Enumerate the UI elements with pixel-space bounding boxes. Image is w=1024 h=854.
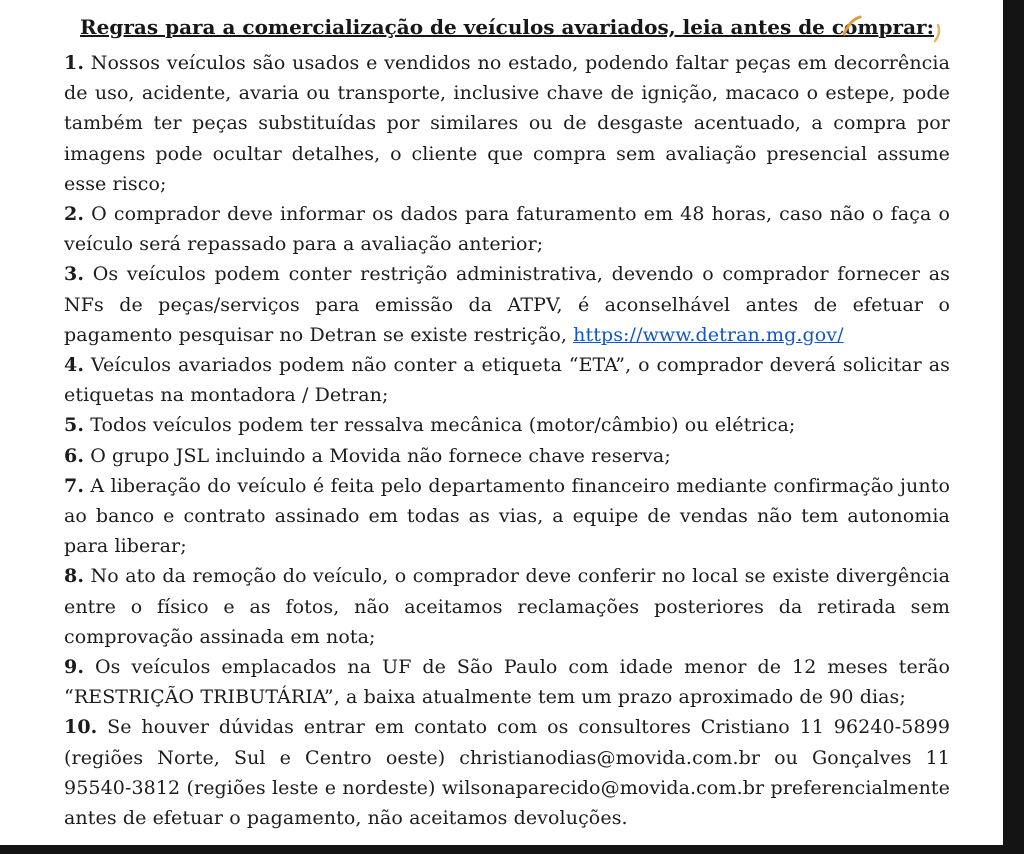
rule-number: 9.: [64, 656, 85, 679]
rule-number: 4.: [64, 354, 85, 377]
rule-text: O comprador deve informar os dados para faturamento em 48 horas, caso não o faça o veículo será repassado para a avaliação anterior;: [64, 203, 951, 256]
rule-number: 3.: [64, 263, 85, 286]
rule-item-10: [64, 712, 950, 833]
rule-item-4: [64, 350, 950, 410]
rule-text: Os veículos emplacados na UF de São Paulo com idade menor de 12 meses terão “RESTRIÇÃO TRIBUTÁRIA”, a baixa atualmente tem um prazo aproximado de 90 dias;: [64, 656, 950, 709]
rule-item-1: [64, 48, 950, 199]
rule-item-2: [64, 199, 950, 259]
rule-number: 6.: [64, 444, 85, 467]
rule-text: A liberação do veículo é feita pelo departamento financeiro mediante confirmação junto ao banco e contrato assinado em todas as vias, a equipe de vendas não tem autonomia para liberar;: [64, 474, 951, 558]
rule-item-8: [64, 561, 950, 652]
rule-number: 1.: [64, 52, 85, 74]
rule-item-5: [64, 410, 950, 440]
rule-number: 5.: [64, 414, 85, 437]
rule-text: O grupo JSL incluindo a Movida não fornece chave reserva;: [90, 444, 671, 467]
document-title: Regras para a comercialização de veículos avariados, leia antes de comprar:: [80, 15, 934, 39]
rule-number: 10.: [64, 716, 98, 739]
rule-item-6: [64, 441, 950, 471]
rule-text: Se houver dúvidas entrar em contato com os consultores Cristiano 11 96240-5899 (regiões Norte, Sul e Centro oeste) christianodias@movida.com.br ou Gonçalves 11 95540-3812 (regiões leste e nordeste) wilsonaparecido@movida.com.br preferencialmente antes de efetuar o pagamento, não aceitamos devoluções.: [64, 716, 951, 830]
rule-text: Veículos avariados podem não conter a etiqueta “ETA”, o comprador deverá solicitar as etiquetas na montadora / Detran;: [64, 354, 950, 407]
rule-number: 8.: [64, 565, 85, 588]
rule-item-7: [64, 471, 950, 562]
detran-link[interactable]: https://www.detran.mg.gov/: [573, 323, 844, 346]
rule-text: Todos veículos podem ter ressalva mecânica (motor/câmbio) ou elétrica;: [90, 414, 796, 437]
rule-text: Os veículos podem conter restrição administrativa, devendo o comprador fornecer as NFs de peças/serviços para emissão da ATPV, é aconselhável antes de efetuar o pagamento pesquisar no Detran se existe restrição,: [64, 263, 950, 346]
rule-item-3: [64, 259, 950, 350]
rule-item-9: [64, 652, 950, 712]
rule-text: No ato da remoção do veículo, o comprador deve conferir no local se existe divergência entre o físico e as fotos, não aceitamos reclamações posteriores da retirada sem comprovação assinada em nota;: [64, 565, 951, 648]
rule-number: 2.: [64, 203, 85, 226]
rule-text: Nossos veículos são usados e vendidos no estado, podendo faltar peças em decorrência de uso, acidente, avaria ou transporte, inclusive chave de ignição, macaco o estepe, pode também ter peças substituídas por similares ou de desgaste acentuado, a compra por imagens pode ocultar detalhes, o cliente que compra sem avaliação presencial assume esse risco;: [64, 52, 951, 195]
rule-number: 7.: [64, 474, 85, 497]
